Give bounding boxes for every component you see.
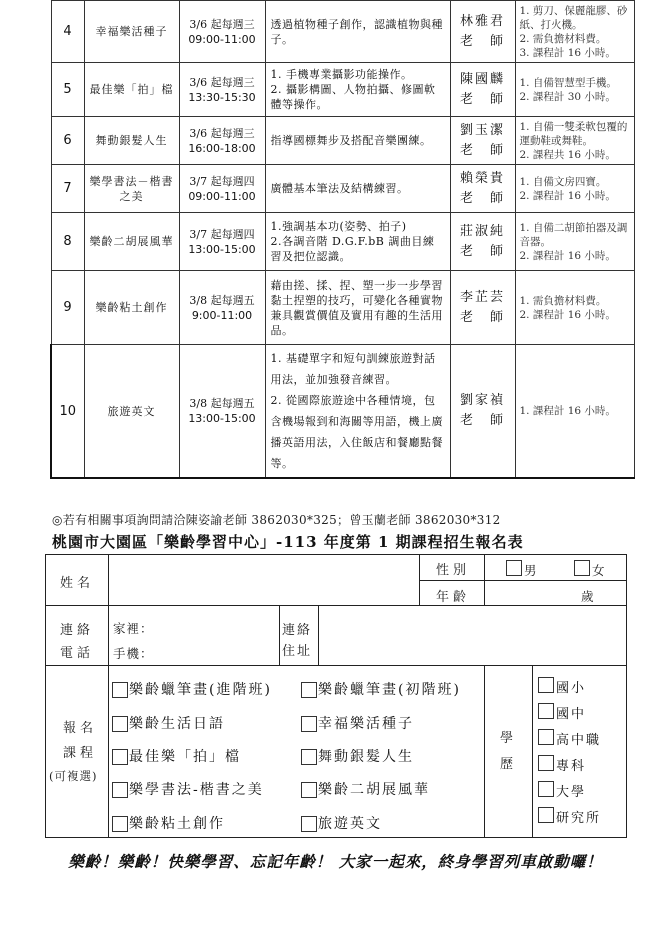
course-teacher	[450, 63, 515, 117]
course-notes: 1. 自備智慧型手機。 2. 課程計 30 小時。	[515, 63, 634, 117]
course-description: 藉由搓、揉、捏、塑一步一步學習黏土捏塑的技巧，可變化各種實物兼具觀賞價值及實用有趣的生活用品。	[265, 271, 450, 345]
course-number: 10	[51, 345, 84, 479]
course-time: 16:00-18:00	[188, 141, 256, 155]
teacher-name: 陳國麟	[459, 71, 505, 87]
course-option-checkbox[interactable]	[112, 749, 128, 765]
teacher-title: 老 師	[459, 142, 505, 158]
mobile-phone-label: 手機：	[113, 646, 154, 661]
slogan: 樂齡！樂齡！快樂學習、忘記年齡！ 大家一起來，終身學習列車啟動囉！	[68, 853, 603, 871]
home-phone-label: 家裡：	[113, 621, 154, 636]
course-date: 3/6 起每週三	[189, 75, 255, 89]
course-schedule	[179, 213, 265, 271]
course-option-label: 幸福樂活種子	[318, 716, 414, 732]
course-number: 9	[51, 271, 84, 345]
course-teacher	[450, 1, 515, 63]
teacher-title: 老 師	[459, 413, 505, 428]
course-notes: 1. 剪刀、保麗龍膠、砂紙、打火機。 2. 需負擔材料費。 3. 課程計 16 小時。	[515, 1, 634, 63]
course-notes: 1. 自備文房四寶。 2. 課程計 16 小時。	[515, 165, 634, 213]
course-date: 3/8 起每週五	[189, 397, 255, 410]
course-option-checkbox[interactable]	[112, 782, 128, 798]
course-time: 13:00-15:00	[188, 242, 256, 256]
course-row	[51, 165, 634, 213]
course-time: 09:00-11:00	[188, 189, 256, 203]
teacher-name: 賴榮貴	[459, 170, 505, 186]
course-option-checkbox[interactable]	[301, 782, 317, 798]
course-option-label: 樂齡蠟筆畫(進階班)	[129, 682, 272, 698]
registration-form	[45, 554, 627, 838]
teacher-title: 老 師	[459, 243, 505, 259]
teacher-title: 老 師	[459, 309, 505, 325]
course-name: 樂學書法－楷書之美	[84, 165, 179, 213]
course-notes: 1. 課程計 16 小時。	[515, 345, 634, 479]
age-field[interactable]	[486, 582, 576, 603]
course-option-label: 樂齡二胡展風華	[318, 782, 430, 798]
course-option-label: 最佳樂「拍」檔	[129, 749, 241, 765]
address-field[interactable]	[321, 608, 621, 662]
education-label-2: 歷	[500, 757, 518, 772]
course-notes: 1. 自備二胡節拍器及調音器。 2. 課程計 16 小時。	[515, 213, 634, 271]
education-option-label: 高中職	[556, 733, 602, 748]
course-option-checkbox[interactable]	[112, 716, 128, 732]
course-time: 13:30-15:30	[188, 90, 256, 104]
course-time: 9:00-11:00	[191, 308, 253, 322]
course-schedule	[179, 271, 265, 345]
course-option-label: 旅遊英文	[318, 816, 382, 832]
course-schedule	[179, 117, 265, 165]
course-label-1: 報名	[63, 721, 98, 736]
course-number: 5	[51, 63, 84, 117]
course-date: 3/6 起每週三	[189, 126, 255, 140]
course-schedule	[179, 165, 265, 213]
teacher-title: 老 師	[459, 190, 505, 206]
female-label: 女	[592, 563, 606, 578]
male-checkbox[interactable]	[506, 560, 522, 576]
phone-label-2: 電話	[60, 646, 95, 661]
course-name: 樂齡二胡展風華	[84, 213, 179, 271]
phone-label-1: 連絡	[60, 623, 95, 638]
course-description: 透過植物種子創作，認識植物與種子。	[265, 1, 450, 63]
course-teacher	[450, 117, 515, 165]
course-teacher	[450, 271, 515, 345]
course-teacher	[450, 213, 515, 271]
course-option-label: 舞動銀髮人生	[318, 749, 414, 765]
course-description: 廣體基本筆法及結構練習。	[265, 165, 450, 213]
education-option-checkbox[interactable]	[538, 703, 554, 719]
course-name: 旅遊英文	[84, 345, 179, 479]
education-option-checkbox[interactable]	[538, 807, 554, 823]
course-label-2: 課程	[63, 746, 98, 761]
education-option-checkbox[interactable]	[538, 729, 554, 745]
teacher-name: 林雅君	[459, 13, 505, 29]
female-checkbox[interactable]	[574, 560, 590, 576]
course-time: 09:00-11:00	[188, 32, 256, 46]
course-notes: 1. 需負擔材料費。 2. 課程計 16 小時。	[515, 271, 634, 345]
name-label: 姓名	[60, 576, 95, 591]
teacher-name: 劉玉潔	[459, 122, 505, 138]
course-schedule	[179, 1, 265, 63]
course-option-label: 樂學書法-楷書之美	[129, 782, 264, 798]
gender-label: 性別	[436, 563, 471, 578]
course-label-3: (可複選)	[49, 769, 98, 783]
course-number: 6	[51, 117, 84, 165]
course-option-checkbox[interactable]	[112, 682, 128, 698]
teacher-name: 莊淑純	[459, 223, 505, 239]
education-option-checkbox[interactable]	[538, 781, 554, 797]
course-name: 最佳樂「拍」檔	[84, 63, 179, 117]
contact-info: ◎若有相關事項詢問請洽陳姿諭老師 3862030*325；曾玉蘭老師 3862030*312	[52, 513, 501, 527]
course-name: 幸福樂活種子	[84, 1, 179, 63]
course-schedule	[179, 63, 265, 117]
course-time: 13:00-15:00	[188, 412, 256, 425]
course-table	[50, 0, 635, 479]
course-row	[51, 271, 634, 345]
course-number: 8	[51, 213, 84, 271]
age-label: 年齡	[436, 590, 471, 605]
course-date: 3/7 起每週四	[189, 227, 255, 241]
education-option-label: 研究所	[556, 811, 602, 826]
course-row	[51, 345, 634, 479]
education-option-label: 大學	[556, 785, 587, 800]
course-name: 舞動銀髮人生	[84, 117, 179, 165]
course-option-checkbox[interactable]	[301, 816, 317, 832]
teacher-title: 老 師	[459, 91, 505, 107]
education-label-1: 學	[500, 731, 518, 746]
course-option-label: 樂齡粘土創作	[129, 816, 225, 832]
education-option-label: 國小	[556, 681, 587, 696]
course-row	[51, 63, 634, 117]
education-option-label: 國中	[556, 707, 587, 722]
course-date: 3/8 起每週五	[189, 293, 255, 307]
course-option-checkbox[interactable]	[301, 716, 317, 732]
teacher-title: 老 師	[459, 33, 505, 49]
form-title: 桃園市大園區「樂齡學習中心」-113 年度第 1 期課程招生報名表	[52, 533, 524, 551]
course-row	[51, 1, 634, 63]
address-label-2: 住址	[282, 644, 313, 659]
age-unit: 歲	[581, 589, 595, 604]
course-teacher	[450, 345, 515, 479]
address-label-1: 連絡	[282, 623, 313, 638]
course-date: 3/7 起每週四	[189, 174, 255, 188]
course-option-label: 樂齡蠟筆畫(初階班)	[318, 682, 461, 698]
course-description: 1. 手機專業攝影功能操作。 2. 攝影構圖、人物拍攝、修圖軟體等操作。	[265, 63, 450, 117]
male-label: 男	[524, 563, 538, 578]
course-date: 3/6 起每週三	[189, 17, 255, 31]
course-notes: 1. 自備一雙柔軟包覆的運動鞋或舞鞋。 2. 課程共 16 小時。	[515, 117, 634, 165]
phone-field[interactable]	[161, 610, 275, 662]
teacher-name: 劉家禎	[459, 393, 505, 408]
course-option-checkbox[interactable]	[112, 816, 128, 832]
teacher-name: 李芷芸	[459, 289, 505, 305]
course-description: 1.強調基本功(姿勢、拍子) 2.各調音階 D.G.F.bB 調曲目練習及把位認識。	[265, 213, 450, 271]
education-option-checkbox[interactable]	[538, 755, 554, 771]
name-field[interactable]	[110, 557, 416, 603]
education-option-label: 專科	[556, 759, 587, 774]
course-option-label: 樂齡生活日語	[129, 716, 225, 732]
course-schedule	[179, 345, 265, 479]
course-teacher	[450, 165, 515, 213]
course-description: 指導國標舞步及搭配音樂團練。	[265, 117, 450, 165]
course-description: 1. 基礎單字和短句訓練旅遊對話用法，並加強發音練習。 2. 從國際旅遊途中各種情境，包含機場報到和海關等用語，機上廣播英語用法，入住飯店和餐廳點餐等。	[265, 345, 450, 479]
course-option-checkbox[interactable]	[301, 749, 317, 765]
course-name: 樂齡粘土創作	[84, 271, 179, 345]
education-option-checkbox[interactable]	[538, 677, 554, 693]
course-option-checkbox[interactable]	[301, 682, 317, 698]
course-row	[51, 117, 634, 165]
course-number: 7	[51, 165, 84, 213]
course-row	[51, 213, 634, 271]
course-number: 4	[51, 1, 84, 63]
